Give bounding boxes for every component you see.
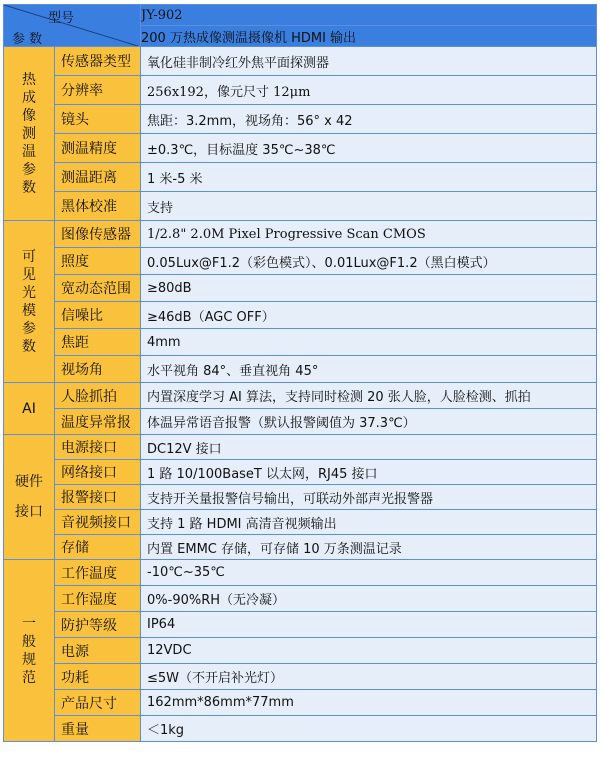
spec-row — [4, 47, 597, 76]
spec-label: 照度 — [55, 248, 141, 275]
spec-row — [4, 510, 597, 535]
spec-value: 支持开关量报警信号输出，可联动外部声光报警器 — [141, 485, 597, 510]
spec-row — [4, 192, 597, 221]
category-ai: AI — [4, 383, 55, 435]
category-visible-light: 可见光模参数 — [4, 221, 55, 383]
spec-value: 氧化硅非制冷红外焦平面探测器 — [141, 47, 597, 76]
category-thermal: 热成像测温参数 — [4, 47, 55, 221]
spec-row — [4, 302, 597, 329]
spec-value: 内置 EMMC 存储，可存储 10 万条测温记录 — [141, 535, 597, 560]
spec-value: 4mm — [141, 329, 597, 356]
spec-value: 12VDC — [141, 638, 597, 664]
spec-label: 工作温度 — [55, 560, 141, 586]
spec-value: 1 路 10/100BaseT 以太网，RJ45 接口 — [141, 460, 597, 485]
spec-row — [4, 586, 597, 612]
spec-value: 体温异常语音报警（默认报警阈值为 37.3℃） — [141, 409, 597, 435]
spec-row — [4, 76, 597, 105]
spec-row — [4, 560, 597, 586]
spec-row — [4, 638, 597, 664]
model-label: 型号 — [48, 11, 75, 26]
spec-label: 图像传感器 — [55, 221, 141, 248]
spec-row — [4, 383, 597, 409]
spec-value: IP64 — [141, 612, 597, 638]
spec-label: 网络接口 — [55, 460, 141, 485]
spec-label: 镜头 — [55, 105, 141, 134]
spec-label: 产品尺寸 — [55, 690, 141, 716]
spec-value: 1/2.8" 2.0M Pixel Progressive Scan CMOS — [141, 221, 597, 248]
spec-row — [4, 221, 597, 248]
spec-row — [4, 134, 597, 163]
spec-row — [4, 163, 597, 192]
header-corner-cell — [4, 5, 141, 47]
spec-label: 传感器类型 — [55, 47, 141, 76]
spec-label: 焦距 — [55, 329, 141, 356]
category-hardware: 硬件接口 — [4, 435, 55, 560]
model-value: JY-902 — [141, 5, 597, 26]
spec-label: 电源 — [55, 638, 141, 664]
product-description: 200 万热成像测温摄像机 HDMI 输出 — [141, 26, 597, 47]
spec-label: 功耗 — [55, 664, 141, 690]
spec-label: 报警接口 — [55, 485, 141, 510]
spec-value: 256x192，像元尺寸 12μm — [141, 76, 597, 105]
spec-value: -10℃~35℃ — [141, 560, 597, 586]
spec-label: 电源接口 — [55, 435, 141, 460]
spec-label: 工作湿度 — [55, 586, 141, 612]
spec-value: 162mm*86mm*77mm — [141, 690, 597, 716]
spec-row — [4, 612, 597, 638]
spec-value: 支持 — [141, 192, 597, 221]
spec-value: 0%-90%RH（无冷凝） — [141, 586, 597, 612]
params-label: 参 数 — [12, 32, 43, 47]
spec-row — [4, 248, 597, 275]
spec-row — [4, 664, 597, 690]
spec-row — [4, 329, 597, 356]
spec-value: 支持 1 路 HDMI 高清音视频输出 — [141, 510, 597, 535]
spec-label: 黑体校准 — [55, 192, 141, 221]
spec-table — [3, 4, 597, 742]
spec-value: DC12V 接口 — [141, 435, 597, 460]
spec-value: ±0.3℃，目标温度 35℃~38℃ — [141, 134, 597, 163]
spec-row — [4, 485, 597, 510]
header-row-model — [4, 5, 597, 26]
spec-label: 宽动态范围 — [55, 275, 141, 302]
spec-label: 人脸抓拍 — [55, 383, 141, 409]
spec-label: 测温精度 — [55, 134, 141, 163]
spec-value: 内置深度学习 AI 算法，支持同时检测 20 张人脸，人脸检测、抓拍 — [141, 383, 597, 409]
spec-label: 信噪比 — [55, 302, 141, 329]
spec-label: 防护等级 — [55, 612, 141, 638]
spec-label: 存储 — [55, 535, 141, 560]
spec-row — [4, 435, 597, 460]
spec-row — [4, 356, 597, 383]
spec-label: 温度异常报 — [55, 409, 141, 435]
spec-row — [4, 535, 597, 560]
spec-label: 重量 — [55, 716, 141, 742]
spec-value: 0.05Lux@F1.2（彩色模式）、0.01Lux@F1.2（黑白模式） — [141, 248, 597, 275]
spec-label: 测温距离 — [55, 163, 141, 192]
spec-value: ≥46dB（AGC OFF） — [141, 302, 597, 329]
spec-label: 视场角 — [55, 356, 141, 383]
spec-value: 1 米-5 米 — [141, 163, 597, 192]
spec-row — [4, 105, 597, 134]
spec-row — [4, 409, 597, 435]
spec-value: 焦距：3.2mm，视场角：56° x 42 — [141, 105, 597, 134]
spec-row — [4, 716, 597, 742]
spec-row — [4, 460, 597, 485]
spec-row — [4, 275, 597, 302]
spec-value: ≥80dB — [141, 275, 597, 302]
spec-value: ＜1kg — [141, 716, 597, 742]
spec-label: 音视频接口 — [55, 510, 141, 535]
category-general: 一般规范 — [4, 560, 55, 742]
spec-value: 水平视角 84°、垂直视角 45° — [141, 356, 597, 383]
spec-row — [4, 690, 597, 716]
spec-label: 分辨率 — [55, 76, 141, 105]
spec-value: ≤5W（不开启补光灯） — [141, 664, 597, 690]
